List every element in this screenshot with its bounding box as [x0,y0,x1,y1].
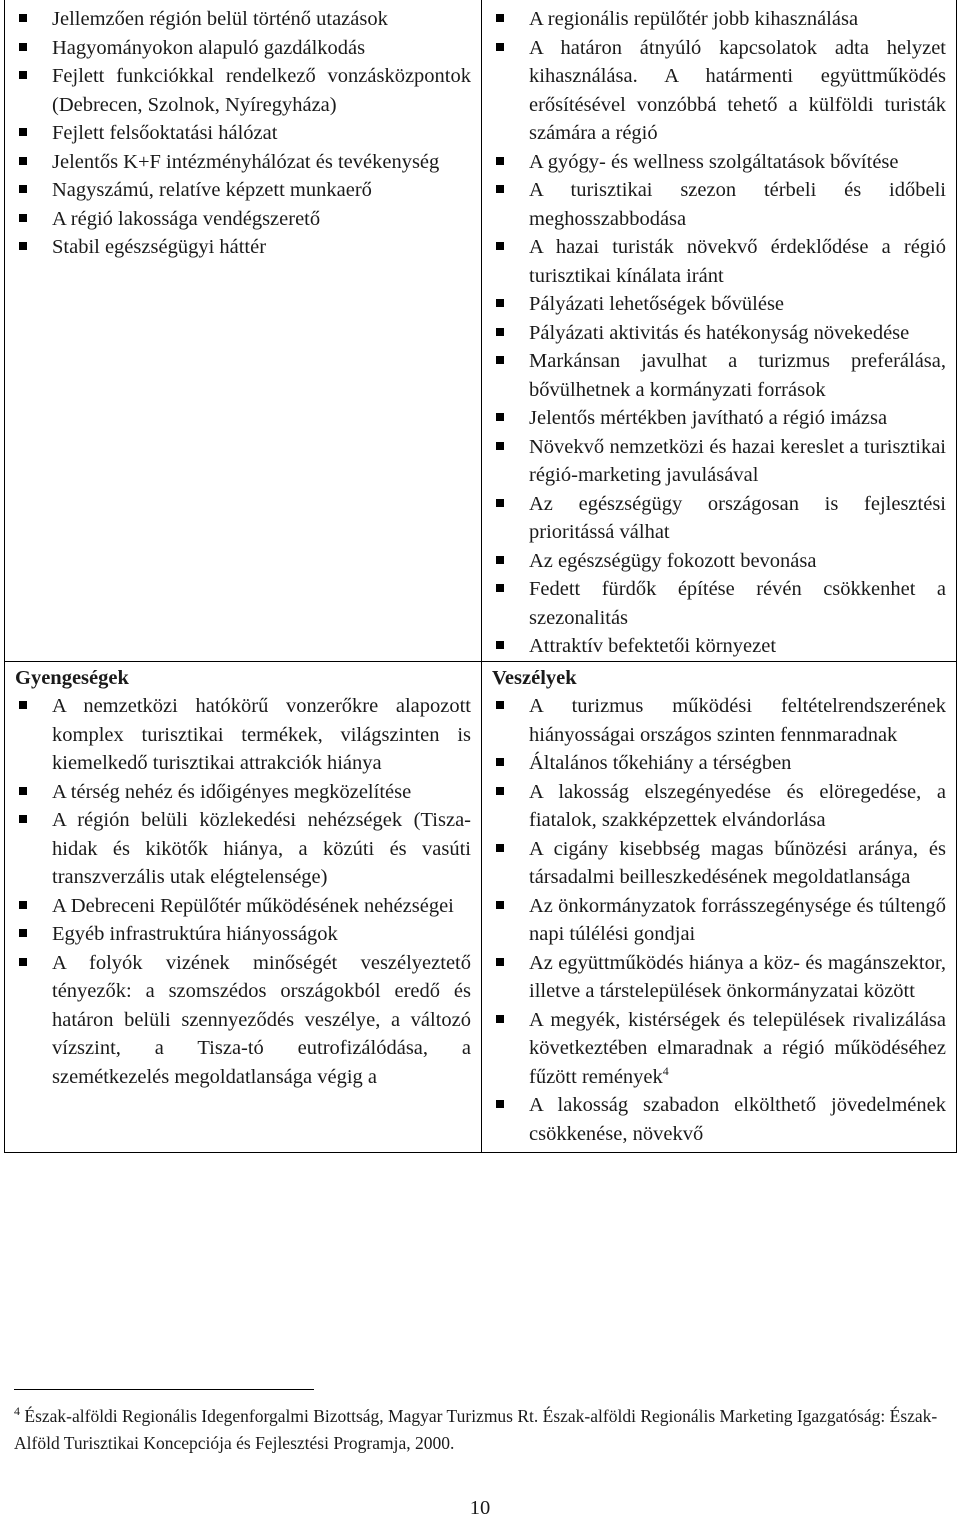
opportunity-item: Pályázati lehetőségek bővülése [492,290,946,319]
weakness-item: A folyók vizének minőségét veszélyeztető tényezők: a szomszédos országokból eredő és határon belüli szennyeződés veszélye, a változó vízszint, a Tisza-tó eutrofizálódása, a szemétkezelés megoldatlansága végig a [15,949,471,1092]
threat-item: A lakosság szabadon elkölthető jövedelmének csökkenése, növekvő [492,1091,946,1148]
strength-item: Fejlett funkciókkal rendelkező vonzásközpontok (Debrecen, Szolnok, Nyíregyháza) [15,62,471,119]
opportunity-item: Az egészségügy fokozott bevonása [492,547,946,576]
opportunity-item: Markánsan javulhat a turizmus preferálása, bővülhetnek a kormányzati források [492,347,946,404]
footnote-number: 4 [14,1404,20,1419]
opportunity-item: Pályázati aktivitás és hatékonyság növekedése [492,319,946,348]
footnote-separator [14,1389,314,1390]
strength-item: Fejlett felsőoktatási hálózat [15,119,471,148]
strength-item: A régió lakossága vendégszerető [15,205,471,234]
opportunity-item: Attraktív befektetői környezet [492,632,946,661]
threats-cell [482,661,957,1153]
weakness-item: A térség nehéz és időigényes megközelítése [15,778,471,807]
weaknesses-list [15,692,471,1091]
weakness-item: Egyéb infrastruktúra hiányosságok [15,920,471,949]
threat-item: A turizmus működési feltételrendszerének hiányosságai országos szinten fennmaradnak [492,692,946,749]
page-number: 10 [469,1497,491,1519]
strength-item: Hagyományokon alapuló gazdálkodás [15,34,471,63]
threat-item: Az együttműködés hiánya a köz- és magánszektor, illetve a társtelepülések önkormányzatai között [492,949,946,1006]
opportunity-item: Jelentős mértékben javítható a régió imázsa [492,404,946,433]
strengths-list [15,5,471,262]
threat-item: Az önkormányzatok forrásszegénysége és túltengő napi túlélési gondjai [492,892,946,949]
opportunity-item: A hazai turisták növekvő érdeklődése a régió turisztikai kínálata iránt [492,233,946,290]
opportunities-list [492,5,946,661]
swot-row-strengths-opportunities [5,0,957,661]
strength-item: Stabil egészségügyi háttér [15,233,471,262]
threat-item: A lakosság elszegényedése és elöregedése, a fiatalok, szakképzettek elvándorlása [492,778,946,835]
threat-item: A cigány kisebbség magas bűnözési aránya, és társadalmi beilleszkedésének megoldatlansága [492,835,946,892]
strength-item: Jelentős K+F intézményhálózat és tevékenység [15,148,471,177]
opportunity-item: A regionális repülőtér jobb kihasználása [492,5,946,34]
strengths-cell [5,0,482,661]
swot-table [4,0,957,1153]
threats-heading: Veszélyek [492,666,577,689]
opportunity-item: Az egészségügy országosan is fejlesztési prioritássá válhat [492,490,946,547]
opportunity-item: A gyógy- és wellness szolgáltatások bővítése [492,148,946,177]
footnote [14,1403,944,1457]
swot-row-weaknesses-threats [5,661,957,1153]
threats-list [492,692,946,1148]
weakness-item: A Debreceni Repülőtér működésének nehézségei [15,892,471,921]
strength-item: Nagyszámú, relatíve képzett munkaerő [15,176,471,205]
opportunity-item: A turisztikai szezon térbeli és időbeli meghosszabbodása [492,176,946,233]
opportunity-item: Fedett fürdők építése révén csökkenhet a szezonalitás [492,575,946,632]
strength-item: Jellemzően régión belül történő utazások [15,5,471,34]
threat-item [492,1006,946,1092]
weakness-item: A nemzetközi hatókörű vonzerőkre alapozott komplex turisztikai termékek, világszinten is kiemelkedő turisztikai attrakciók hiánya [15,692,471,778]
threat-item-text: A megyék, kistérségek és települések rivalizálása következtében elmaradnak a régió működéséhez fűzött remények [529,1008,946,1088]
footnote-text: Észak-alföldi Regionális Idegenforgalmi Bizottság, Magyar Turizmus Rt. Észak-alföldi Regionális Marketing Igazgatóság: Észak-Alföld Turisztikai Koncepciója és Fejlesztési Programja, 2000. [14,1406,938,1453]
opportunity-item: A határon átnyúló kapcsolatok adta helyzet kihasználása. A határmenti együttműködés erősítésével vonzóbbá tehető a külföldi turisták számára a régió [492,34,946,148]
opportunities-cell [482,0,957,661]
weaknesses-cell [5,661,482,1153]
weaknesses-heading: Gyengeségek [15,666,129,689]
threat-item: Általános tőkehiány a térségben [492,749,946,778]
footnote-reference: 4 [662,1063,669,1078]
weakness-item: A régión belüli közlekedési nehézségek (Tisza-hidak és kikötők hiánya, a közúti és vasúti transzverzális utak elégtelensége) [15,806,471,892]
opportunity-item: Növekvő nemzetközi és hazai kereslet a turisztikai régió-marketing javulásával [492,433,946,490]
